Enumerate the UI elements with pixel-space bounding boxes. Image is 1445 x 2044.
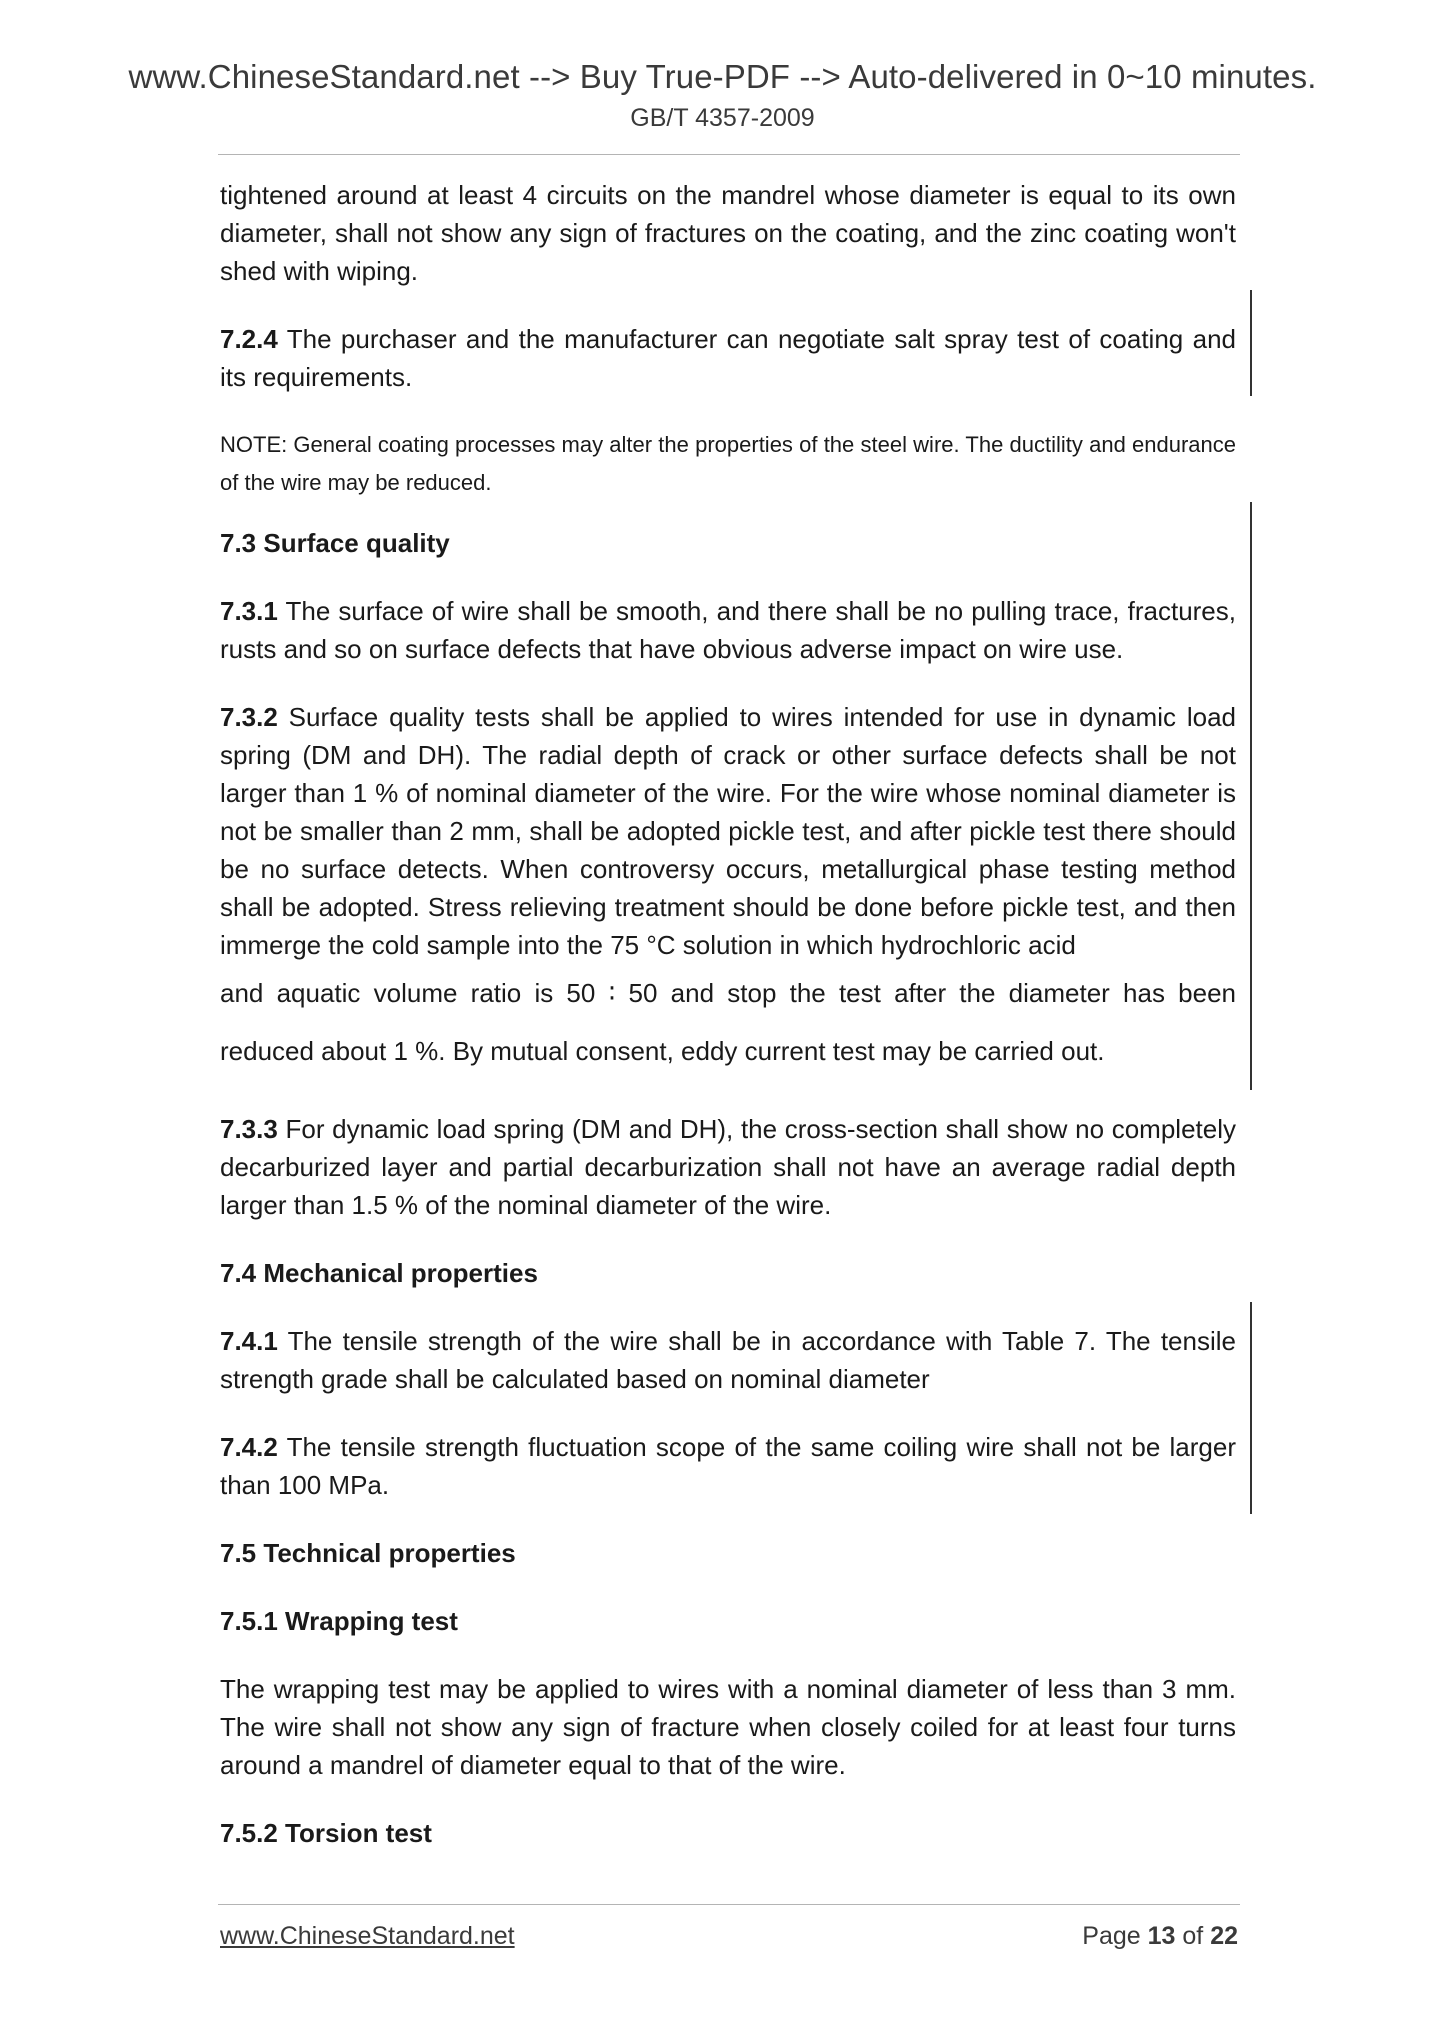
paragraph-intro: tightened around at least 4 circuits on the mandrel whose diameter is equal to its own diameter, shall not show any sign of fractures on the coating, and the zinc coating won't shed with wiping. xyxy=(220,180,1236,286)
clause-text: The tensile strength of the wire shall be in accordance with Table 7. The tensile strength grade shall be calculated based on nominal diameter xyxy=(220,1326,1236,1394)
heading-7-4: 7.4 Mechanical properties xyxy=(220,1258,538,1288)
clause-7-4-1 xyxy=(220,1322,1236,1398)
footer-divider xyxy=(218,1904,1240,1905)
heading-7-5: 7.5 Technical properties xyxy=(220,1538,516,1568)
heading-7-5-1: 7.5.1 Wrapping test xyxy=(220,1606,458,1636)
clause-7-3-3 xyxy=(220,1110,1236,1224)
clause-number: 7.3.2 xyxy=(220,702,278,732)
clause-7-3-2 xyxy=(220,698,1236,1080)
change-bar xyxy=(1250,290,1252,396)
page-of-label: of xyxy=(1175,1922,1211,1950)
clause-number: 7.4.2 xyxy=(220,1432,278,1462)
total-pages: 22 xyxy=(1210,1922,1238,1950)
current-page: 13 xyxy=(1147,1922,1176,1950)
change-bar xyxy=(1250,502,1252,1090)
change-bar xyxy=(1250,1302,1252,1514)
footer-site-link[interactable]: www.ChineseStandard.net xyxy=(220,1922,515,1950)
clause-7-3-1 xyxy=(220,592,1236,668)
clause-number: 7.3.3 xyxy=(220,1114,278,1144)
clause-7-5-1-text: The wrapping test may be applied to wires with a nominal diameter of less than 3 mm. The wire shall not show any sign of fracture when closely coiled for at least four turns around a mandrel of diameter equal to that of the wire. xyxy=(220,1674,1236,1780)
document-body xyxy=(220,176,1236,1882)
clause-number: 7.4.1 xyxy=(220,1326,278,1356)
note: NOTE: General coating processes may alter the properties of the steel wire. The ductility and endurance of the wire may be reduced. xyxy=(220,432,1236,495)
heading-7-5-2: 7.5.2 Torsion test xyxy=(220,1818,432,1848)
clause-text: The purchaser and the manufacturer can negotiate salt spray test of coating and its requirements. xyxy=(220,324,1236,392)
clause-text-end: reduced about 1 %. By mutual consent, eddy current test may be carried out. xyxy=(220,1036,1105,1066)
clause-text: The tensile strength fluctuation scope of the same coiling wire shall not be larger than 100 MPa. xyxy=(220,1432,1236,1500)
clause-7-2-4 xyxy=(220,320,1236,396)
page-label: Page xyxy=(1082,1922,1148,1950)
clause-text: For dynamic load spring (DM and DH), the cross-section shall show no completely decarburized layer and partial decarburization shall not have an average radial depth larger than 1.5 % of the nominal diameter of the wire. xyxy=(220,1114,1236,1220)
heading-7-3: 7.3 Surface quality xyxy=(220,528,450,558)
clause-text: The surface of wire shall be smooth, and there shall be no pulling trace, fractures, rusts and so on surface defects that have obvious adverse impact on wire use. xyxy=(220,596,1236,664)
clause-7-4-2 xyxy=(220,1428,1236,1504)
standard-number: GB/T 4357-2009 xyxy=(630,104,815,132)
clause-number: 7.2.4 xyxy=(220,324,278,354)
clause-text: Surface quality tests shall be applied to wires intended for use in dynamic load spring (DM and DH). The radial depth of crack or other surface defects shall be not larger than 1 % of nominal diameter of the wire. For the wire whose nominal diameter is not be smaller than 2 mm, shall be adopted pickle test, and after pickle test there should be no surface detects. When controversy occurs, metallurgical phase testing method shall be adopted. Stress relieving treatment should be done before pickle test, and then immerge the cold sample into the 75 °C solution in which hydrochloric acid xyxy=(220,702,1236,960)
header-banner: www.ChineseStandard.net --> Buy True-PDF --> Auto-delivered in 0~10 minutes. xyxy=(128,58,1317,95)
clause-text-ratio: and aquatic volume ratio is 50 ∶ 50 and stop the test after the diameter has been xyxy=(220,978,1236,1008)
clause-number: 7.3.1 xyxy=(220,596,278,626)
header-divider xyxy=(218,154,1240,155)
page-indicator xyxy=(1082,1922,1238,1951)
